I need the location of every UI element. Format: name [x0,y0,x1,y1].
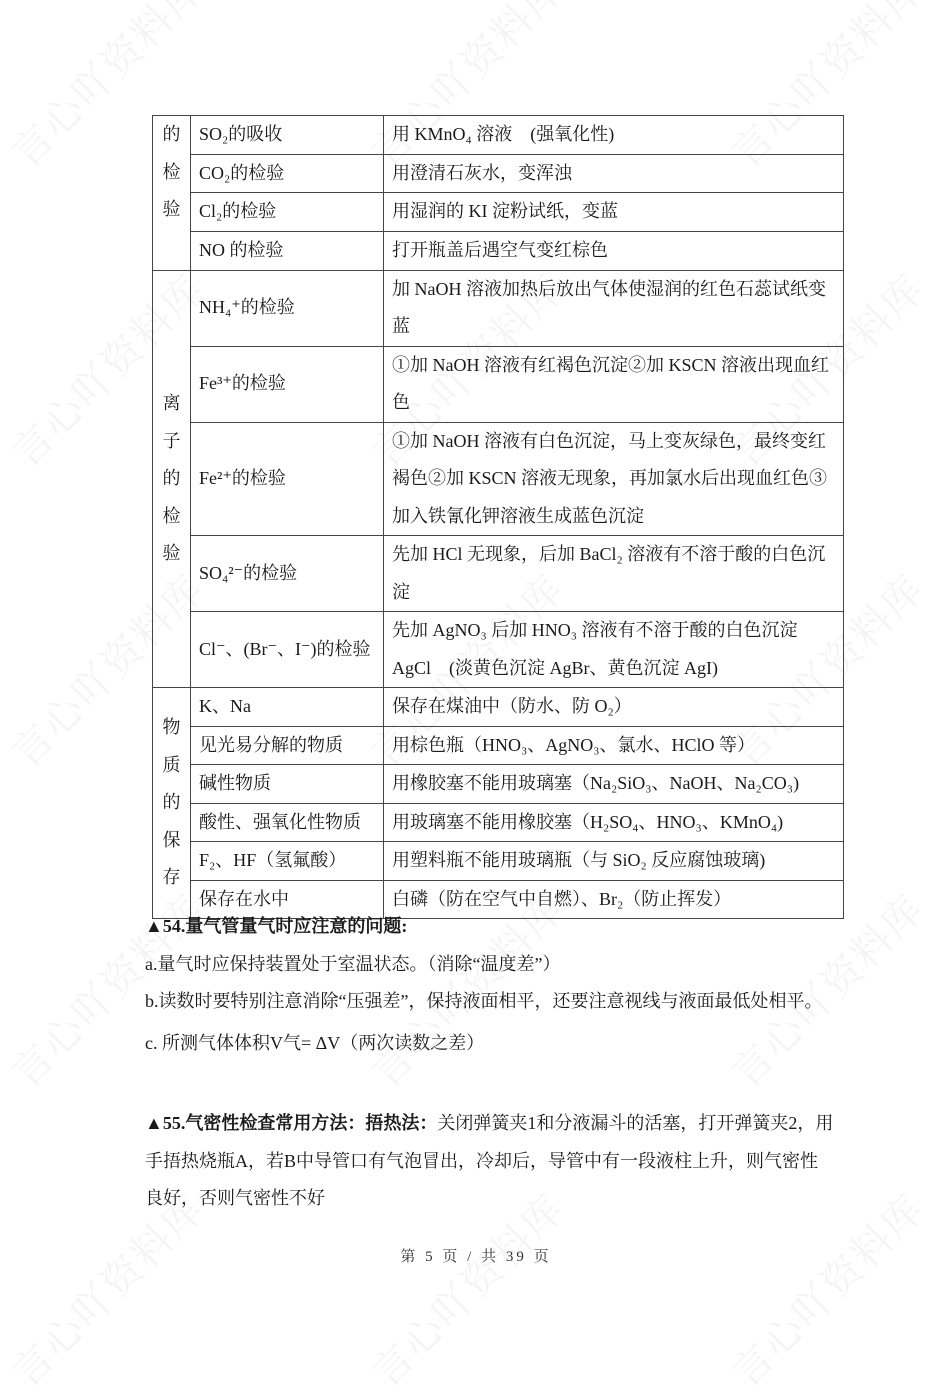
item-cell: NH₄⁺的检验 [191,270,384,346]
table-row [153,842,844,881]
table-row [153,154,844,193]
method-cell: 打开瓶盖后遇空气变红棕色 [384,231,844,270]
category-cell-storage: 物 质 的 保 存 [153,688,191,919]
item-cell: SO₄²⁻的检验 [191,536,384,612]
table-row [153,116,844,155]
category-cell-ion-test: 离 子 的 检 验 [153,270,191,688]
table-row [153,270,844,346]
section-54-item-a: a.量气时应保持装置处于室温状态。（消除“温度差”） [145,953,561,974]
method-cell: 用湿润的 KI 淀粉试纸，变蓝 [384,193,844,232]
item-cell: SO₂的吸收 [191,116,384,155]
method-cell: 用棕色瓶（HNO₃、AgNO₃、氯水、HClO 等） [384,726,844,765]
table-row [153,726,844,765]
method-cell: 用玻璃塞不能用橡胶塞（H₂SO₄、HNO₃、KMnO₄) [384,803,844,842]
method-cell: 先加 AgNO₃ 后加 HNO₃ 溶液有不溶于酸的白色沉淀 AgCl (淡黄色沉淀 AgBr、黄色沉淀 AgI) [384,612,844,688]
chemistry-reference-table [152,115,844,919]
item-cell: F₂、HF（氢氟酸） [191,842,384,881]
method-cell: 保存在煤油中（防水、防 O₂） [384,688,844,727]
table-row [153,346,844,422]
item-cell: 碱性物质 [191,765,384,804]
method-cell: 白磷（防在空气中自燃）、Br₂（防止挥发） [384,880,844,919]
section-54-heading: ▲54.量气管量气时应注意的问题: [145,916,408,936]
method-cell: 用塑料瓶不能用玻璃瓶（与 SiO₂ 反应腐蚀玻璃) [384,842,844,881]
table-row [153,765,844,804]
table-row [153,422,844,536]
item-cell: Cl⁻、(Br⁻、I⁻)的检验 [191,612,384,688]
section-54-item-c: c. 所测气体体积V气= ΔV（两次读数之差） [145,1032,485,1053]
table-row [153,688,844,727]
method-cell: ①加 NaOH 溶液有白色沉淀，马上变灰绿色，最终变红褐色②加 KSCN 溶液无现象，再加氯水后出现血红色③加入铁氰化钾溶液生成蓝色沉淀 [384,422,844,536]
table-row [153,536,844,612]
item-cell: 保存在水中 [191,880,384,919]
table-row [153,231,844,270]
method-cell: ①加 NaOH 溶液有红褐色沉淀②加 KSCN 溶液出现血红色 [384,346,844,422]
section-55-heading: ▲55.气密性检查常用方法：捂热法： [145,1113,438,1133]
item-cell: Fe³⁺的检验 [191,346,384,422]
table-row [153,803,844,842]
method-cell: 用橡胶塞不能用玻璃塞（Na₂SiO₃、NaOH、Na₂CO₃) [384,765,844,804]
item-cell: Fe²⁺的检验 [191,422,384,536]
table-row [153,193,844,232]
item-cell: Cl₂的检验 [191,193,384,232]
category-cell-gas-test: 的 检 验 [153,116,191,271]
item-cell: NO 的检验 [191,231,384,270]
table-row [153,612,844,688]
method-cell: 先加 HCl 无现象，后加 BaCl₂ 溶液有不溶于酸的白色沉淀 [384,536,844,612]
method-cell: 加 NaOH 溶液加热后放出气体使湿润的红色石蕊试纸变蓝 [384,270,844,346]
page-number: 第 5 页 / 共 39 页 [400,1249,552,1265]
section-54-item-b: b.读数时要特别注意消除“压强差”，保持液面相平，还要注意视线与液面最低处相平。 [145,991,823,1011]
item-cell: CO₂的检验 [191,154,384,193]
item-cell: 酸性、强氧化性物质 [191,803,384,842]
method-cell: 用 KMnO₄ 溶液 (强氧化性) [384,116,844,155]
section-55-body: 关闭弹簧夹1和分液漏斗的活塞，打开弹簧夹2，用手捂热烧瓶A，若B中导管口有气泡冒出，冷却后，导管中有一段液柱上升，则气密性良好，否则气密性不好 [145,1113,834,1208]
section-54 [145,908,845,1062]
method-cell: 用澄清石灰水，变浑浊 [384,154,844,193]
item-cell: 见光易分解的物质 [191,726,384,765]
item-cell: K、Na [191,688,384,727]
section-55 [145,1105,835,1218]
